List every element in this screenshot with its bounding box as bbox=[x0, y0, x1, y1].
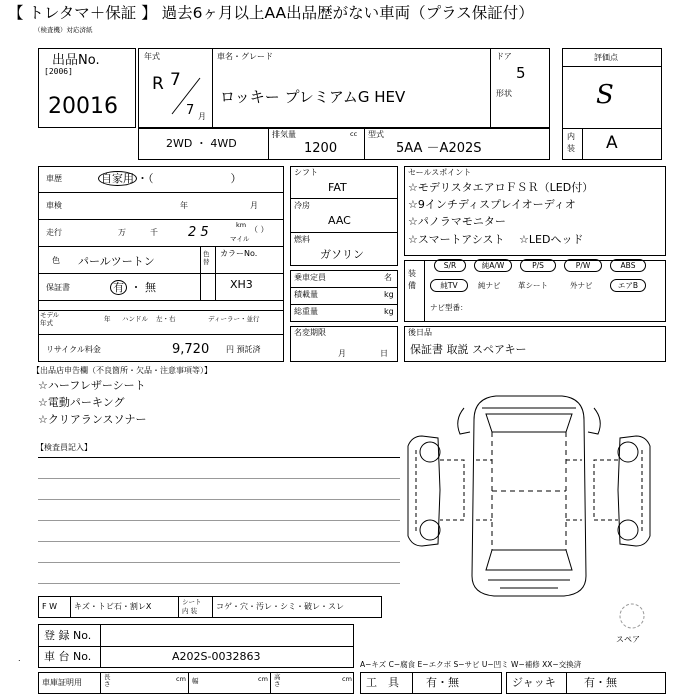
capacity-unit: 名 bbox=[384, 273, 392, 282]
recycle-value: 9,720 bbox=[172, 342, 210, 357]
color-code-label: カラーNo. bbox=[220, 249, 258, 258]
equip-sunroof: S/R bbox=[434, 259, 466, 272]
load-label: 積載量 bbox=[294, 290, 318, 299]
fuel-value: ガソリン bbox=[320, 248, 364, 261]
name-change-day: 日 bbox=[380, 349, 388, 358]
note-item: ☆クリアランスソナー bbox=[38, 413, 147, 426]
seat-text: コゲ・穴・汚レ・シミ・破レ・スレ bbox=[216, 602, 344, 611]
handle-label: ハンドル bbox=[122, 315, 148, 323]
doors-label: ドア bbox=[496, 52, 512, 61]
grade-value: S bbox=[596, 80, 614, 110]
cert-length-unit: cm bbox=[176, 675, 186, 683]
documents-label: 後日品 bbox=[408, 328, 432, 337]
auction-sheet: 【 トレタマ＋保証 】 過去6ヶ月以上AA出品歴がない車両（プラス保証付） （検査機）対応済紙 出品No. [2006] 20016 年式 R 7 7 月 車名・グレード ロッキー プレミアムG HEV ドア 5 形状 評価点 S 内装 A 2WD ・ 4WD 排気量 cc 1200 型式 5AA －A202S 車歴 自家用 ・（ ） 車検 年 月 走行 万 千 2 5 km マイル （ ） 色 パールツートン 色替 カラーNo. XH3 保証書 有 ・ 無 モデル 年式 年 ハンドル 左・右 ディーラー・並行 リサイクル料金 9,720 円 預託済 シフト FAT 冷房 AAC 燃料 ガソリン 乗車定員 名 積載量 kg 総重量 kg 名変期限 月 日 セールスポイント ☆モデリスタエアロＦＳＲ（LED付） ☆9インチディスプレイオーディオ ☆パノラマモニター ☆スマートアシスト ☆LEDヘッド 装備 S/R 純A/W P/S P/W ABS 純TV 純ナビ 革シート 外ナビ エアB ナビ型番： 後日品 保証書 取説 スペアキー 【出品店申告欄（不良箇所・欠品・注意事項等）】 ☆ハーフレザーシート ☆電動パーキング ☆クリアランスソナー 【検査員記入】 スペア F W キズ・トビ石・割レX シート 内 装 コゲ・穴・汚レ・シミ・破レ・スレ 登 録 No. 車 台 No. A202S-0032863 . A−キズ C−腐食 E−エクボ S−サビ U−凹ミ W−補修 XX−交換済 車庫証明用 長さ cm 幅 cm 高さ cm 工 具 有・無 ジャッキ 有・無 bbox=[0, 0, 700, 700]
equip-leather-seat: 革シート bbox=[518, 281, 548, 290]
color-change-label: 色替 bbox=[203, 250, 210, 267]
notes-label: 【出品店申告欄（不良箇所・欠品・注意事項等）】 bbox=[32, 366, 212, 375]
lot-label: 出品No. bbox=[52, 53, 100, 68]
model-year-model: モデル bbox=[40, 311, 60, 319]
cert-label: 車庫証明用 bbox=[42, 678, 82, 687]
displacement-label: 排気量 bbox=[272, 130, 296, 139]
warranty-label: 保証書 bbox=[46, 283, 70, 292]
chassis-value: A202S-0032863 bbox=[172, 650, 261, 663]
note-item: ☆電動パーキング bbox=[38, 396, 125, 409]
history-rest: ・（ ） bbox=[137, 172, 242, 185]
weight-unit: kg bbox=[384, 307, 394, 316]
note-item: ☆ハーフレザーシート bbox=[38, 379, 146, 392]
seat-label-1: シート bbox=[182, 598, 202, 606]
warranty-yes: 有 bbox=[110, 280, 127, 295]
model-year-unit: 年 bbox=[104, 315, 111, 323]
mileage-unit-km: km bbox=[236, 221, 247, 229]
displacement-value: 1200 bbox=[304, 141, 338, 156]
lot-number: 20016 bbox=[48, 94, 118, 119]
vehicle-name: ロッキー プレミアムG HEV bbox=[220, 88, 406, 106]
cert-height-label: 高さ bbox=[274, 673, 281, 688]
equip-pw: P/W bbox=[564, 259, 602, 272]
shift-label: シフト bbox=[294, 168, 318, 177]
dealer-options: ディーラー・並行 bbox=[208, 315, 260, 323]
equip-external-navi: 外ナビ bbox=[570, 281, 593, 290]
fw-label: F W bbox=[42, 602, 58, 611]
cert-width-label: 幅 bbox=[192, 677, 199, 685]
car-damage-diagram bbox=[404, 380, 654, 610]
chassis-label: 車 台 No. bbox=[44, 650, 92, 663]
weight-label: 総重量 bbox=[294, 307, 318, 316]
body-label: 形状 bbox=[496, 89, 512, 98]
sales-point-item: ☆スマートアシスト ☆LEDヘッド bbox=[408, 233, 584, 246]
sales-points-label: セールスポイント bbox=[408, 168, 472, 177]
tools-value: 有・無 bbox=[426, 676, 459, 689]
mileage-value: 2 5 bbox=[188, 225, 209, 240]
documents-value: 保証書 取説 スペアキー bbox=[410, 343, 527, 356]
inspection-month: 月 bbox=[250, 201, 258, 210]
name-change-month: 月 bbox=[338, 349, 346, 358]
warranty-no: ・ 無 bbox=[130, 281, 156, 294]
equip-airbag: エアB bbox=[610, 279, 646, 292]
model-year-year: 年式 bbox=[40, 319, 53, 327]
year-month-suffix: 月 bbox=[198, 112, 206, 121]
mileage-label: 走行 bbox=[46, 228, 62, 237]
year-slash bbox=[150, 70, 220, 120]
jack-value: 有・無 bbox=[584, 676, 617, 689]
sales-point-item: ☆9インチディスプレイオーディオ bbox=[408, 198, 576, 211]
color-code: XH3 bbox=[230, 278, 253, 291]
model-value: 5AA －A202S bbox=[396, 141, 482, 156]
fuel-label: 燃料 bbox=[294, 235, 310, 244]
mileage-sen: 千 bbox=[150, 228, 158, 237]
lot-stamp: [2006] bbox=[44, 67, 73, 76]
sales-point-item: ☆パノラマモニター bbox=[408, 215, 506, 228]
equip-genuine-navi: 純ナビ bbox=[478, 281, 501, 290]
year-era: R bbox=[152, 74, 164, 94]
color-label: 色 bbox=[52, 256, 60, 265]
doors-value: 5 bbox=[516, 64, 526, 82]
banner-title: 【 トレタマ＋保証 】 過去6ヶ月以上AA出品歴がない車両（プラス保証付） bbox=[8, 4, 534, 22]
cert-height-unit: cm bbox=[342, 675, 352, 683]
inspection-year: 年 bbox=[180, 201, 188, 210]
equip-genuine-tv: 純TV bbox=[430, 279, 468, 292]
displacement-unit: cc bbox=[350, 130, 358, 138]
year-value: 7 bbox=[170, 70, 181, 90]
capacity-label: 乗車定員 bbox=[294, 273, 326, 282]
registration-label: 登 録 No. bbox=[44, 629, 92, 642]
interior-value: A bbox=[606, 133, 618, 153]
cooling-label: 冷房 bbox=[294, 201, 310, 210]
inspection-label: 車検 bbox=[46, 201, 62, 210]
cooling-value: AAC bbox=[328, 214, 351, 227]
equip-ps: P/S bbox=[520, 259, 556, 272]
damage-legend: A−キズ C−腐食 E−エクボ S−サビ U−凹ミ W−補修 XX−交換済 bbox=[360, 660, 582, 669]
year-label: 年式 bbox=[144, 52, 160, 61]
recycle-label: リサイクル料金 bbox=[46, 345, 101, 354]
grade-label: 評価点 bbox=[594, 53, 618, 62]
spare-label: スペア bbox=[616, 635, 640, 644]
shift-value: FAT bbox=[328, 181, 347, 194]
fw-text: キズ・トビ石・割レX bbox=[74, 602, 152, 611]
handle-options: 左・右 bbox=[156, 315, 176, 323]
drive-type: 2WD ・ 4WD bbox=[166, 137, 237, 150]
spare-tire-icon bbox=[618, 602, 646, 630]
equip-genuine-aw: 純A/W bbox=[474, 259, 512, 272]
inspector-label: 【検査員記入】 bbox=[36, 443, 92, 452]
sales-point-item: ☆モデリスタエアロＦＳＲ（LED付） bbox=[408, 181, 594, 194]
jack-label: ジャッキ bbox=[512, 676, 556, 689]
color-value: パールツートン bbox=[78, 255, 155, 268]
model-label: 型式 bbox=[368, 130, 384, 139]
doc-header-fragment: （検査機）対応済紙 bbox=[34, 26, 93, 34]
cert-width-unit: cm bbox=[258, 675, 268, 683]
history-label: 車歴 bbox=[46, 174, 62, 183]
details-box bbox=[38, 166, 284, 362]
year-month: 7 bbox=[186, 103, 195, 118]
mileage-man: 万 bbox=[118, 228, 126, 237]
recycle-unit: 円 預託済 bbox=[226, 345, 261, 354]
cert-length-label: 長さ bbox=[104, 673, 111, 688]
equipment-label: 装備 bbox=[408, 269, 416, 290]
tools-label: 工 具 bbox=[366, 676, 399, 689]
navi-model-label: ナビ型番： bbox=[430, 303, 468, 312]
vehicle-name-label: 車名・グレード bbox=[217, 52, 273, 61]
mileage-unit-mile: マイル bbox=[230, 235, 250, 243]
interior-label: 内装 bbox=[567, 132, 575, 153]
seat-label-2: 内 装 bbox=[182, 607, 198, 615]
equip-abs: ABS bbox=[610, 259, 646, 272]
history-private: 自家用 bbox=[98, 171, 137, 186]
name-change-label: 名変期限 bbox=[294, 328, 326, 337]
load-unit: kg bbox=[384, 290, 394, 299]
